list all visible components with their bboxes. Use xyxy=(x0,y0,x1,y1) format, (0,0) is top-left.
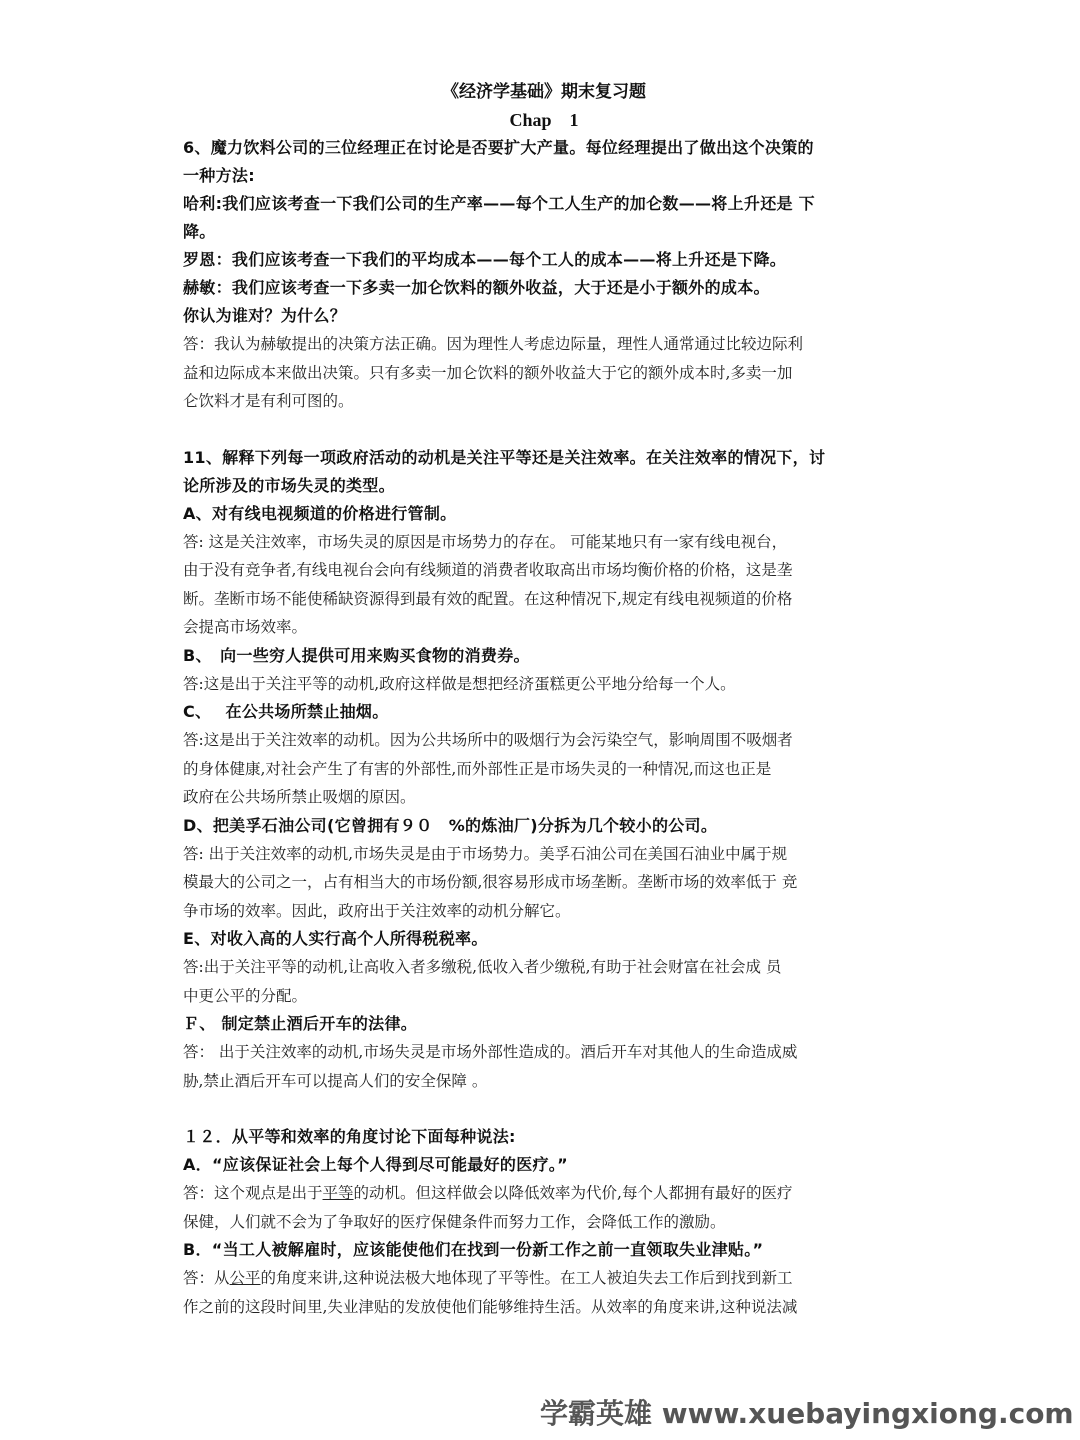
q12-a-answer-line-1 xyxy=(183,1179,905,1208)
q11-f-question: Ｆ、 制定禁止酒后开车的法律。 xyxy=(183,1014,418,1033)
q11-e-question: E、对收入高的人实行高个人所得税税率。 xyxy=(183,929,488,948)
q11-b-question: B、 向一些穷人提供可用来购买食物的消费券。 xyxy=(183,645,530,665)
q12-b-answer-pre: 答：从 xyxy=(183,1269,230,1287)
spacer xyxy=(183,1095,905,1123)
q6-ron: 罗恩：我们应该考查一下我们的平均成本——每个工人的成本——将上升还是下降。 xyxy=(183,250,787,269)
q6-hermione: 赫敏：我们应该考查一下多卖一加仑饮料的额外收益，大于还是小于额外的成本。 xyxy=(183,278,770,297)
q12-b-answer-underlined: 公平 xyxy=(229,1269,261,1287)
q11-d-question: D、把美孚石油公司(它曾拥有９０ %的炼油厂)分拆为几个较小的公司。 xyxy=(183,815,718,835)
q11-a-answer-line-3: 断。垄断市场不能使稀缺资源得到最有效的配置。在这种情况下,规定有线电视频道的价格 xyxy=(183,589,793,608)
q6-ask: 你认为谁对？为什么？ xyxy=(183,306,347,325)
q12-b-answer-line-1 xyxy=(183,1264,905,1293)
q12-b-answer-post: 的角度来讲,这种说法极大地体现了平等性。在工人被迫失去工作后到找到新工 xyxy=(260,1269,793,1287)
q11-d-answer-line-2: 模最大的公司之一，占有相当大的市场份额,很容易形成市场垄断。垄断市场的效率低于 竞 xyxy=(183,873,798,891)
q6-answer-line-1: 答：我认为赫敏提出的决策方法正确。因为理性人考虑边际量，理性人通常通过比较边际利 xyxy=(183,335,804,353)
q12-a-answer-post: 的动机。但这样做会以降低效率为代价,每个人都拥有最好的医疗 xyxy=(353,1184,793,1202)
q12-a-answer-line-2: 保健，人们就不会为了争取好的医疗保健条件而努力工作，会降低工作的激励。 xyxy=(183,1212,726,1231)
q11-d-answer-line-3: 争市场的效率。因此，政府出于关注效率的动机分解它。 xyxy=(183,901,571,920)
q6-harry-line-1: 哈利:我们应该考查一下我们公司的生产率——每个工人生产的加仑数——将上升还是 下 xyxy=(183,194,815,213)
q11-f-answer-line-2: 胁,禁止酒后开车可以提高人们的安全保障 。 xyxy=(183,1071,488,1090)
q6-question-line-2: 一种方法: xyxy=(183,166,255,185)
question-6 xyxy=(183,134,905,416)
q11-c-answer-line-3: 政府在公共场所禁止吸烟的原因。 xyxy=(183,788,416,806)
q11-b-answer-line-1: 答:这是出于关注平等的动机,政府这样做是想把经济蛋糕更公平地分给每一个人。 xyxy=(183,674,736,693)
doc-title: 《经济学基础》期末复习题 xyxy=(442,82,646,102)
q6-question-line-1: 6、魔力饮料公司的三位经理正在讨论是否要扩大产量。每位经理提出了做出这个决策的 xyxy=(183,138,814,157)
q11-c-answer-line-1: 答:这是出于关注效率的动机。因为公共场所中的吸烟行为会污染空气，影响周围不吸烟者 xyxy=(183,731,793,749)
q11-c-question: C、 在公共场所禁止抽烟。 xyxy=(183,702,389,721)
q11-question-line-2: 论所涉及的市场失灵的类型。 xyxy=(183,475,395,495)
q11-f-answer-line-1: 答： 出于关注效率的动机,市场失灵是市场外部性造成的。酒后开车对其他人的生命造成威 xyxy=(183,1043,798,1061)
q11-question-line-1: 11、解释下列每一项政府活动的动机是关注平等还是关注效率。在关注效率的情况下，讨 xyxy=(183,447,826,467)
spacer xyxy=(183,416,905,444)
q12-a-question: A．“应该保证社会上每个人得到尽可能最好的医疗。” xyxy=(183,1155,568,1174)
q12-question: １２．从平等和效率的角度讨论下面每种说法: xyxy=(183,1127,516,1146)
q11-e-answer-line-2: 中更公平的分配。 xyxy=(183,986,308,1005)
question-11 xyxy=(183,444,905,1096)
q12-a-answer-underlined: 平等 xyxy=(322,1184,354,1202)
q12-a-answer-pre: 答：这个观点是出于 xyxy=(183,1184,323,1202)
q6-harry-line-2: 降。 xyxy=(183,222,216,241)
q6-answer-line-3: 仑饮料才是有利可图的。 xyxy=(183,392,354,410)
q11-c-answer-line-2: 的身体健康,对社会产生了有害的外部性,而外部性正是市场失灵的一种情况,而这也正是 xyxy=(183,759,772,778)
document-page xyxy=(183,78,905,1321)
question-12 xyxy=(183,1123,905,1321)
q11-a-answer-line-1: 答: 这是关注效率，市场失灵的原因是市场势力的存在。 可能某地只有一家有线电视台， xyxy=(183,532,788,551)
q12-b-answer-line-2: 作之前的这段时间里,失业津贴的发放使他们能够维持生活。从效率的角度来讲,这种说法减 xyxy=(183,1297,798,1316)
q12-b-question: B．“当工人被解雇时，应该能使他们在找到一份新工作之前一直领取失业津贴。” xyxy=(183,1240,764,1259)
watermark: 学霸英雄 www.xuebayingxiong.com xyxy=(540,1397,1074,1430)
q11-e-answer-line-1: 答:出于关注平等的动机,让高收入者多缴税,低收入者少缴税,有助于社会财富在社会成 员 xyxy=(183,958,782,976)
chapter-heading: Chap 1 xyxy=(509,110,579,130)
q6-answer-line-2: 益和边际成本来做出决策。只有多卖一加仑饮料的额外收益大于它的额外成本时,多卖一加 xyxy=(183,363,793,382)
q11-a-answer-line-2: 由于没有竞争者,有线电视台会向有线频道的消费者收取高出市场均衡价格的价格，这是垄 xyxy=(183,561,793,579)
q11-d-answer-line-1: 答: 出于关注效率的动机,市场失灵是由于市场势力。美孚石油公司在美国石油业中属于规 xyxy=(183,844,788,863)
q11-a-answer-line-4: 会提高市场效率。 xyxy=(183,618,308,636)
q11-a-question: A、对有线电视频道的价格进行管制。 xyxy=(183,503,457,523)
